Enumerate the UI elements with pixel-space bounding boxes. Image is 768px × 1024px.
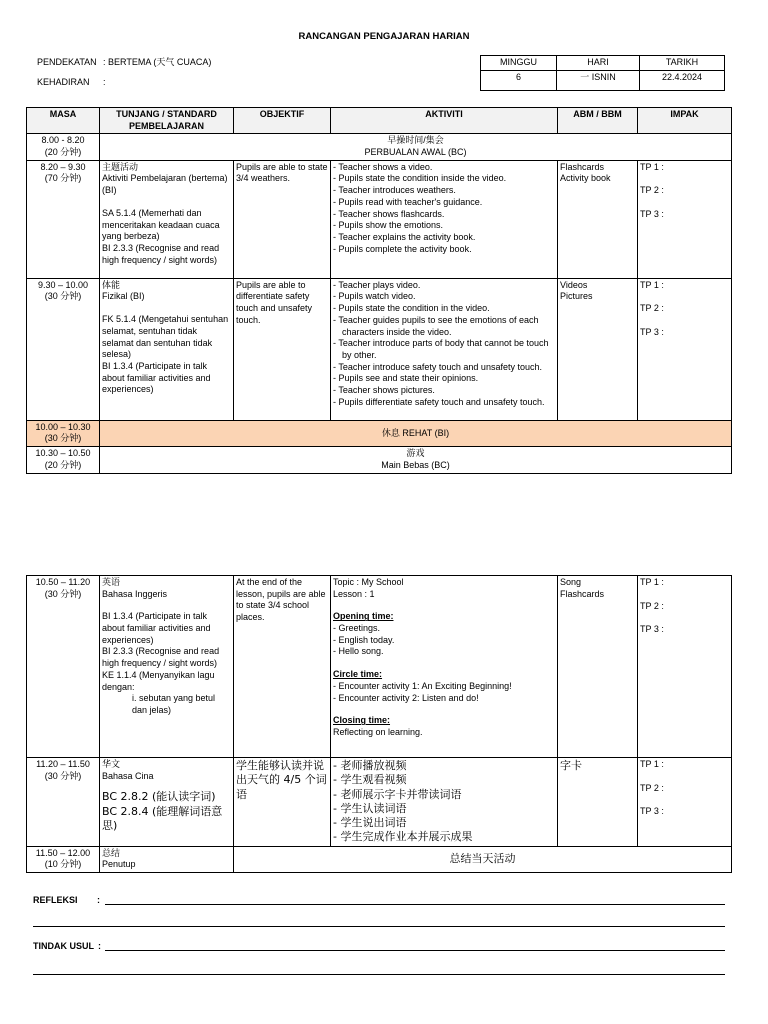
refleksi-colon: : (97, 895, 100, 905)
page-title: RANCANGAN PENGAJARAN HARIAN (298, 31, 470, 42)
standard-2: BI 2.3.3 (Recognise and read high frequency / sight words) (102, 242, 220, 265)
row-time: 8.20 – 9.30 (40, 161, 86, 172)
lesson-topic: Topic : My School (333, 577, 404, 587)
list-item: - Pupils complete the activity book. (333, 244, 555, 256)
header-impak: IMPAK (638, 108, 732, 134)
table-row (27, 420, 732, 446)
tindak-usul-line-2 (33, 974, 725, 975)
header-objektif: OBJEKTIF (234, 108, 331, 134)
hari-label: HARI (557, 56, 640, 71)
kehadiran-label: KEHADIRAN (37, 77, 90, 87)
opening-heading: Opening time: (333, 611, 394, 622)
row-duration: (70 分钟) (44, 173, 82, 184)
header-masa: MASA (27, 108, 100, 134)
header-abm: ABM / BBM (558, 108, 638, 134)
row-duration: (30 分钟) (44, 433, 82, 444)
standard-3: KE 1.1.4 (Menyanyikan lagu dengan: (102, 669, 215, 692)
list-item: - Teacher plays video. (333, 280, 555, 292)
list-item: - Teacher introduces weathers. (333, 185, 555, 197)
table-row (27, 160, 732, 278)
row-activity: PERBUALAN AWAL (BC) (364, 147, 467, 158)
list-item: - 学生认读词语 (333, 802, 555, 816)
kehadiran-value: : (103, 77, 106, 87)
abm-item: Flashcards (560, 161, 605, 172)
row-time: 11.20 – 11.50 (36, 759, 90, 769)
list-item: - Pupils see and state their opinions. (333, 373, 555, 385)
list-item: - 学生完成作业本并展示成果 (333, 830, 555, 844)
tunjang-zh: 体能 (102, 279, 121, 290)
tp-3: TP 3 : (640, 624, 664, 635)
list-item: - Hello song. (333, 646, 555, 658)
list-item: - Pupils state the condition inside the video. (333, 173, 555, 185)
abm-item: Activity book (560, 173, 611, 184)
schedule-table-2 (26, 575, 732, 873)
circle-list (333, 681, 555, 704)
standard-1: BI 1.3.4 (Participate in talk about familiar activities and experiences) (102, 611, 211, 645)
tp-3: TP 3 : (640, 327, 664, 338)
list-item: - Teacher shows a video. (333, 162, 555, 174)
tp-1: TP 1 : (640, 759, 664, 769)
tunjang-zh: 华文 (102, 759, 121, 769)
tp-1: TP 1 : (640, 577, 664, 587)
list-item: - Pupils watch video. (333, 291, 555, 303)
list-item: - 学生观看视频 (333, 773, 555, 787)
tp-1: TP 1 : (640, 161, 664, 172)
tp-2: TP 2 : (640, 303, 664, 314)
tunjang-name: Bahasa Cina (102, 770, 154, 781)
row-duration: (20 分钟) (44, 147, 82, 158)
tp-2: TP 2 : (640, 185, 664, 196)
list-item: - Teacher guides pupils to see the emotions of each characters inside the video. (333, 315, 555, 338)
row-duration: (30 分钟) (44, 588, 82, 599)
lesson-number: Lesson : 1 (333, 588, 375, 599)
row-time: 11.50 – 12.00 (35, 847, 91, 858)
list-item: - Teacher explains the activity book. (333, 232, 555, 244)
list-item: - Teacher shows pictures. (333, 385, 555, 397)
list-item: - Encounter activity 2: Listen and do! (333, 693, 555, 705)
list-item: - Teacher introduce safety touch and unsafety touch. (333, 362, 555, 374)
refleksi-line-2 (33, 926, 725, 927)
rehat-band: 休息 REHAT (BI) (100, 420, 732, 446)
row-time: 10.50 – 11.20 (35, 577, 91, 587)
schedule-table-1 (26, 107, 732, 474)
standard-2: BI 1.3.4 (Participate in talk about familiar activities and experiences) (102, 360, 211, 395)
tunjang-zh: 主题活动 (102, 161, 139, 172)
table-row (27, 278, 732, 420)
tunjang-zh: 总结 (102, 847, 121, 858)
standard-1: FK 5.1.4 (Mengetahui sentuhan selamat, sentuhan tidak selamat dan sentuhan tidak selesa) (102, 314, 229, 360)
opening-list (333, 623, 555, 658)
tunjang-name: Bahasa Inggeris (102, 588, 168, 599)
tindak-usul-colon: : (98, 941, 101, 951)
row-activity: Main Bebas (BC) (381, 459, 450, 470)
tunjang-name: Penutup (102, 859, 136, 870)
row-duration: (10 分钟) (44, 859, 82, 870)
tp-3: TP 3 : (640, 806, 664, 817)
tunjang-zh: 英语 (102, 577, 121, 587)
table-row (27, 576, 732, 758)
pendekatan-value: : BERTEMA (天气 CUACA) (103, 57, 212, 67)
table-row (27, 447, 732, 473)
aktiviti-list (333, 162, 555, 256)
tp-2: TP 2 : (640, 600, 664, 611)
closing-text: Reflecting on learning. (333, 726, 423, 737)
standard-2: BI 2.3.3 (Recognise and read high frequency / sight words) (102, 646, 220, 669)
list-item: - 学生说出词语 (333, 816, 555, 830)
minggu-value: 6 (481, 71, 557, 91)
refleksi-label: REFLEKSI (33, 895, 78, 905)
abm-item: Flashcards (560, 588, 605, 599)
list-item: - Greetings. (333, 623, 555, 635)
table-row (27, 846, 732, 872)
list-item: - Pupils state the condition in the video. (333, 303, 555, 315)
refleksi-line (105, 904, 725, 905)
row-time: 9.30 – 10.00 (37, 279, 89, 290)
list-item: - Teacher introduce parts of body that cannot be touch by other. (333, 338, 555, 361)
objektif-text: At the end of the lesson, pupils are able to state 3/4 school places. (234, 576, 331, 758)
table-row (27, 134, 732, 160)
list-item: - English today. (333, 635, 555, 647)
list-item: - Pupils show the emotions. (333, 220, 555, 232)
tunjang-name: Fizikal (BI) (102, 291, 145, 302)
circle-heading: Circle time: (333, 669, 383, 680)
objektif-text: 学生能够认读并说出天气的 4/5 个词语 (234, 758, 331, 847)
standard-1: BC 2.8.2 (能认读字词) (102, 790, 216, 804)
standard-1: SA 5.1.4 (Memerhati dan menceritakan keadaan cuaca yang berbeza) (102, 207, 220, 242)
row-duration: (30 分钟) (44, 770, 82, 781)
tp-2: TP 2 : (640, 782, 664, 793)
minggu-label: MINGGU (481, 56, 557, 71)
row-activity-zh: 游戏 (406, 448, 425, 459)
closing-heading: Closing time: (333, 715, 391, 726)
list-item: - 老师展示字卡并带读词语 (333, 788, 555, 802)
standard-2: BC 2.8.4 (能理解词语意思) (102, 804, 223, 832)
header-aktiviti: AKTIVITI (331, 108, 558, 134)
meta-table (480, 55, 725, 91)
hari-value: 一 ISNIN (557, 71, 640, 91)
tunjang-name: Aktiviti Pembelajaran (bertema)(BI) (102, 173, 228, 196)
penutup-summary: 总结当天活动 (234, 846, 732, 872)
list-item: - Pupils read with teacher's guidance. (333, 197, 555, 209)
row-duration: (30 分钟) (44, 291, 82, 302)
tarikh-value: 22.4.2024 (640, 71, 725, 91)
tindak-usul-label: TINDAK USUL (33, 941, 94, 951)
objektif-text: Pupils are able to state 3/4 weathers. (234, 160, 331, 278)
row-duration: (20 分钟) (44, 459, 82, 470)
list-item: - Encounter activity 1: An Exciting Beginning! (333, 681, 555, 693)
row-activity-zh: 早操时间/集会 (387, 135, 444, 146)
tp-3: TP 3 : (640, 209, 664, 220)
list-item: - Pupils differentiate safety touch and unsafety touch. (333, 397, 555, 409)
header-tunjang: TUNJANG / STANDARD PEMBELAJARAN (100, 108, 234, 134)
abm-item: Song (560, 577, 582, 587)
tarikh-label: TARIKH (640, 56, 725, 71)
tindak-usul-line (105, 950, 725, 951)
row-time: 10.00 – 10.30 (35, 421, 91, 432)
objektif-text: Pupils are able to differentiate safety touch and unsafety touch. (234, 278, 331, 420)
pendekatan-label: PENDEKATAN (37, 57, 97, 67)
abm-item: Videos (560, 279, 588, 290)
standard-3-sub: i. sebutan yang betul dan jelas) (132, 693, 216, 715)
abm-item: 字卡 (558, 758, 638, 847)
aktiviti-list (333, 280, 555, 409)
list-item: - 老师播放视频 (333, 759, 555, 773)
list-item: - Teacher shows flashcards. (333, 209, 555, 221)
abm-item: Pictures (560, 291, 593, 302)
aktiviti-list (333, 759, 555, 845)
table-row (27, 758, 732, 847)
tp-1: TP 1 : (640, 279, 664, 290)
row-time: 10.30 – 10.50 (35, 448, 91, 459)
row-time: 8.00 - 8.20 (41, 135, 85, 146)
